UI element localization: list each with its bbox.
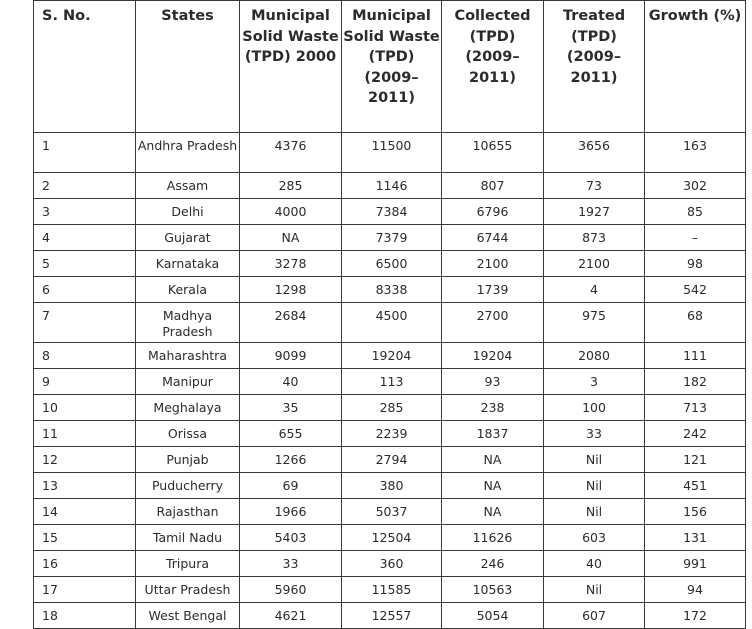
cell-collected: 246 (442, 551, 544, 577)
cell-msw-2000: 9099 (240, 343, 342, 369)
cell-collected: 1837 (442, 421, 544, 447)
cell-treated: Nil (544, 473, 645, 499)
cell-state: Manipur (136, 369, 240, 395)
cell-sno: 11 (34, 421, 136, 447)
cell-sno: 6 (34, 277, 136, 303)
table-row (34, 473, 746, 499)
cell-treated: 3 (544, 369, 645, 395)
cell-sno: 1 (34, 133, 136, 173)
cell-state: Maharashtra (136, 343, 240, 369)
table-body (34, 133, 746, 629)
table-header (34, 1, 746, 133)
cell-collected: NA (442, 447, 544, 473)
cell-msw-2009-2011: 11585 (342, 577, 442, 603)
cell-msw-2000: 1966 (240, 499, 342, 525)
cell-msw-2000: 69 (240, 473, 342, 499)
cell-growth: 68 (645, 303, 746, 343)
cell-growth: 121 (645, 447, 746, 473)
cell-growth: 713 (645, 395, 746, 421)
cell-msw-2000: 5960 (240, 577, 342, 603)
cell-sno: 14 (34, 499, 136, 525)
cell-sno: 7 (34, 303, 136, 343)
cell-msw-2009-2011: 380 (342, 473, 442, 499)
cell-treated: 100 (544, 395, 645, 421)
cell-treated: 40 (544, 551, 645, 577)
table-row (34, 447, 746, 473)
cell-collected: 6744 (442, 225, 544, 251)
cell-growth: 98 (645, 251, 746, 277)
cell-state: Tripura (136, 551, 240, 577)
cell-msw-2000: 4621 (240, 603, 342, 629)
cell-sno: 12 (34, 447, 136, 473)
cell-collected: 6796 (442, 199, 544, 225)
cell-growth: 85 (645, 199, 746, 225)
cell-treated: 873 (544, 225, 645, 251)
cell-collected: 5054 (442, 603, 544, 629)
header-treated: Treated (TPD) (2009–2011) (544, 1, 645, 133)
cell-state: Assam (136, 173, 240, 199)
cell-msw-2009-2011: 6500 (342, 251, 442, 277)
cell-msw-2000: 40 (240, 369, 342, 395)
cell-growth: – (645, 225, 746, 251)
table-row (34, 277, 746, 303)
table-row (34, 551, 746, 577)
cell-collected: 93 (442, 369, 544, 395)
cell-treated: 33 (544, 421, 645, 447)
cell-msw-2000: 1266 (240, 447, 342, 473)
table-row (34, 525, 746, 551)
cell-msw-2009-2011: 1146 (342, 173, 442, 199)
cell-state: Gujarat (136, 225, 240, 251)
cell-msw-2009-2011: 7379 (342, 225, 442, 251)
cell-treated: 607 (544, 603, 645, 629)
cell-msw-2009-2011: 113 (342, 369, 442, 395)
cell-collected: 2100 (442, 251, 544, 277)
table-row (34, 303, 746, 343)
cell-treated: 73 (544, 173, 645, 199)
cell-state: Orissa (136, 421, 240, 447)
cell-sno: 13 (34, 473, 136, 499)
cell-msw-2009-2011: 285 (342, 395, 442, 421)
msw-table (33, 0, 746, 629)
cell-msw-2009-2011: 5037 (342, 499, 442, 525)
header-sno: S. No. (34, 1, 136, 133)
cell-treated: 975 (544, 303, 645, 343)
cell-sno: 9 (34, 369, 136, 395)
table-row (34, 251, 746, 277)
cell-growth: 242 (645, 421, 746, 447)
cell-sno: 15 (34, 525, 136, 551)
cell-state: Punjab (136, 447, 240, 473)
table-row (34, 133, 746, 173)
cell-sno: 17 (34, 577, 136, 603)
cell-growth: 94 (645, 577, 746, 603)
cell-state: Kerala (136, 277, 240, 303)
cell-sno: 16 (34, 551, 136, 577)
cell-state: Andhra Pradesh (136, 133, 240, 173)
cell-growth: 172 (645, 603, 746, 629)
table-row (34, 225, 746, 251)
cell-collected: 19204 (442, 343, 544, 369)
cell-sno: 8 (34, 343, 136, 369)
cell-msw-2009-2011: 7384 (342, 199, 442, 225)
cell-growth: 542 (645, 277, 746, 303)
cell-collected: 1739 (442, 277, 544, 303)
cell-state: Puducherry (136, 473, 240, 499)
cell-state: Meghalaya (136, 395, 240, 421)
cell-state: Rajasthan (136, 499, 240, 525)
cell-sno: 18 (34, 603, 136, 629)
cell-state: Karnataka (136, 251, 240, 277)
header-states: States (136, 1, 240, 133)
cell-treated: 2100 (544, 251, 645, 277)
cell-state: Tamil Nadu (136, 525, 240, 551)
table-row (34, 173, 746, 199)
cell-msw-2000: NA (240, 225, 342, 251)
cell-growth: 302 (645, 173, 746, 199)
cell-sno: 2 (34, 173, 136, 199)
cell-growth: 182 (645, 369, 746, 395)
cell-collected: NA (442, 499, 544, 525)
cell-sno: 10 (34, 395, 136, 421)
cell-treated: 3656 (544, 133, 645, 173)
cell-collected: NA (442, 473, 544, 499)
cell-msw-2000: 655 (240, 421, 342, 447)
cell-msw-2000: 33 (240, 551, 342, 577)
cell-collected: 10655 (442, 133, 544, 173)
cell-growth: 156 (645, 499, 746, 525)
cell-msw-2000: 1298 (240, 277, 342, 303)
cell-collected: 11626 (442, 525, 544, 551)
cell-growth: 451 (645, 473, 746, 499)
cell-treated: 1927 (544, 199, 645, 225)
header-msw-2000: Municipal Solid Waste (TPD) 2000 (240, 1, 342, 133)
cell-collected: 2700 (442, 303, 544, 343)
cell-msw-2009-2011: 4500 (342, 303, 442, 343)
cell-growth: 991 (645, 551, 746, 577)
cell-msw-2009-2011: 12504 (342, 525, 442, 551)
cell-growth: 111 (645, 343, 746, 369)
table-row (34, 395, 746, 421)
cell-state: Madhya Pradesh (136, 303, 240, 343)
cell-msw-2000: 3278 (240, 251, 342, 277)
cell-sno: 3 (34, 199, 136, 225)
cell-collected: 238 (442, 395, 544, 421)
table-row (34, 199, 746, 225)
cell-treated: 4 (544, 277, 645, 303)
table-row (34, 499, 746, 525)
header-row (34, 1, 746, 133)
cell-msw-2000: 4376 (240, 133, 342, 173)
cell-msw-2009-2011: 12557 (342, 603, 442, 629)
cell-state: West Bengal (136, 603, 240, 629)
cell-collected: 807 (442, 173, 544, 199)
cell-msw-2000: 2684 (240, 303, 342, 343)
cell-sno: 4 (34, 225, 136, 251)
cell-collected: 10563 (442, 577, 544, 603)
cell-msw-2009-2011: 2794 (342, 447, 442, 473)
header-collected: Collected (TPD) (2009–2011) (442, 1, 544, 133)
table-row (34, 577, 746, 603)
header-growth: Growth (%) (645, 1, 746, 133)
cell-msw-2000: 4000 (240, 199, 342, 225)
cell-growth: 163 (645, 133, 746, 173)
cell-growth: 131 (645, 525, 746, 551)
cell-treated: Nil (544, 447, 645, 473)
cell-state: Delhi (136, 199, 240, 225)
table-row (34, 343, 746, 369)
table-row (34, 421, 746, 447)
cell-msw-2009-2011: 8338 (342, 277, 442, 303)
cell-msw-2009-2011: 360 (342, 551, 442, 577)
cell-msw-2009-2011: 11500 (342, 133, 442, 173)
cell-msw-2009-2011: 19204 (342, 343, 442, 369)
cell-msw-2000: 285 (240, 173, 342, 199)
cell-msw-2000: 35 (240, 395, 342, 421)
cell-msw-2000: 5403 (240, 525, 342, 551)
cell-treated: 2080 (544, 343, 645, 369)
cell-treated: Nil (544, 577, 645, 603)
cell-state: Uttar Pradesh (136, 577, 240, 603)
cell-treated: 603 (544, 525, 645, 551)
cell-sno: 5 (34, 251, 136, 277)
cell-treated: Nil (544, 499, 645, 525)
table-row (34, 369, 746, 395)
header-msw-2009-2011: Municipal Solid Waste (TPD) (2009–2011) (342, 1, 442, 133)
cell-msw-2009-2011: 2239 (342, 421, 442, 447)
